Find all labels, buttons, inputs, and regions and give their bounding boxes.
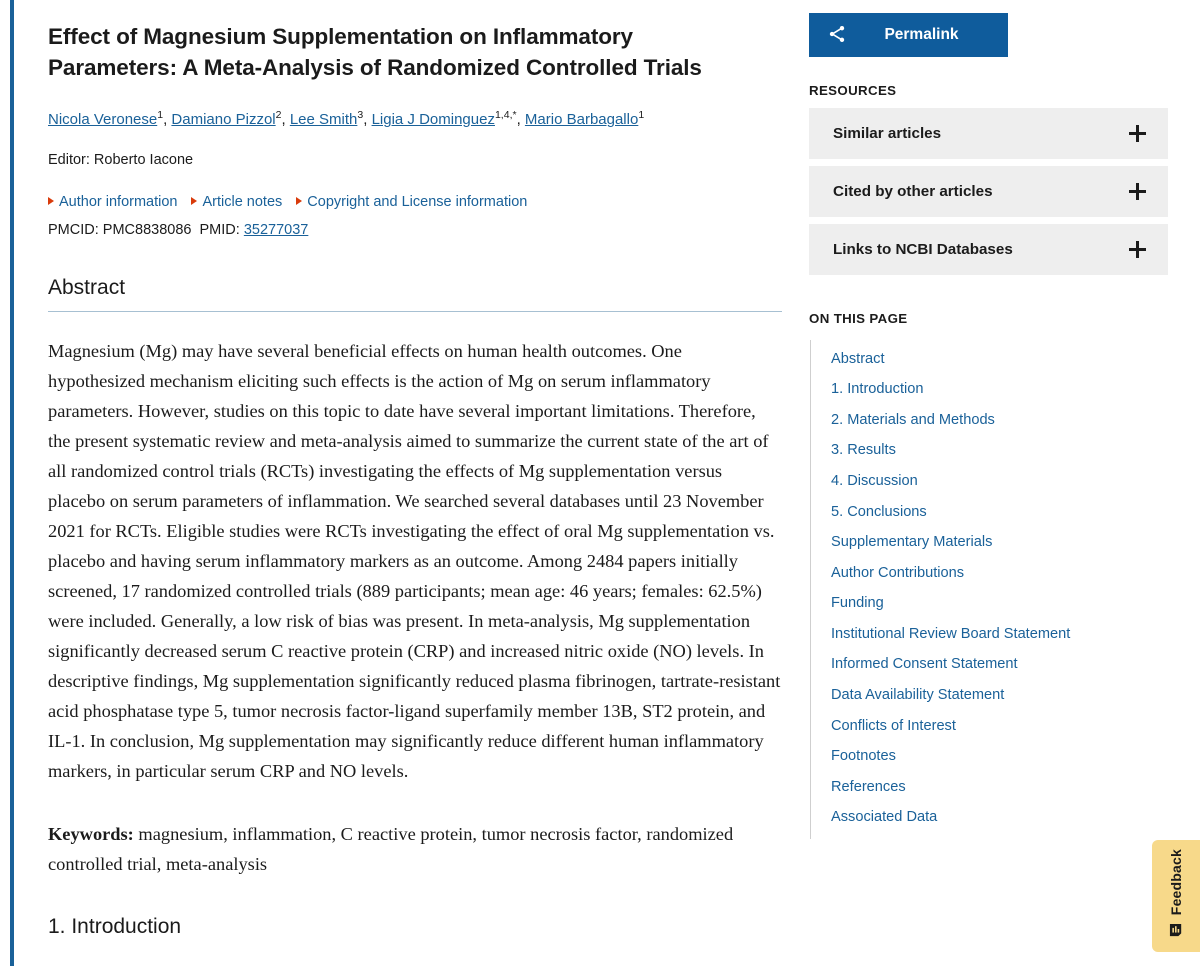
plus-icon[interactable]: [1129, 183, 1146, 200]
accordion-links-to-ncbi-databases[interactable]: [809, 224, 1168, 275]
keywords-value: magnesium, inflammation, C reactive protein, tumor necrosis factor, randomized controlled trial, meta-analysis: [48, 823, 734, 874]
accordion-label: Cited by other articles: [833, 183, 993, 200]
author-link[interactable]: Mario Barbagallo: [524, 111, 639, 129]
keywords-label: Keywords:: [48, 823, 134, 844]
author-affiliation-sup: 3: [357, 109, 364, 122]
chart-icon: [1169, 923, 1184, 943]
pmcid-value: PMC8838086: [102, 221, 192, 238]
on-this-page-nav: [810, 340, 1168, 839]
toc-item-institutional-review-board-statement[interactable]: Institutional Review Board Statement: [831, 625, 1071, 642]
triangle-right-icon: [48, 197, 54, 205]
author-link[interactable]: Nicola Veronese: [48, 111, 158, 129]
pmcid-label: PMCID:: [48, 221, 99, 238]
toc-item-footnotes[interactable]: Footnotes: [831, 748, 896, 765]
introduction-heading: 1. Introduction: [48, 914, 182, 938]
toc-item-results[interactable]: 3. Results: [831, 442, 896, 459]
author-affiliation-sup: 1,4,*: [494, 109, 517, 122]
feedback-label: Feedback: [1168, 848, 1184, 916]
copyright-license-link[interactable]: Copyright and License information: [296, 194, 527, 210]
toc-item-funding[interactable]: Funding: [831, 595, 884, 612]
toc-item-references[interactable]: References: [831, 778, 906, 795]
author-link[interactable]: Damiano Pizzol: [171, 111, 276, 129]
toc-item-data-availability-statement[interactable]: Data Availability Statement: [831, 686, 1005, 703]
page-title: Effect of Magnesium Supplementation on Inflammatory Parameters: A Meta-Analysis of Randomized Controlled Trials: [48, 24, 702, 80]
toc-item-conflicts-of-interest[interactable]: Conflicts of Interest: [831, 717, 956, 734]
toc-item-materials-and-methods[interactable]: 2. Materials and Methods: [831, 411, 995, 428]
accordion-cited-by-other-articles[interactable]: [809, 166, 1168, 217]
author-affiliation-sup: 2: [275, 109, 282, 122]
accordion-label: Similar articles: [833, 125, 942, 142]
on-this-page-heading: ON THIS PAGE: [809, 311, 908, 326]
pmid-label: PMID:: [199, 221, 240, 238]
author-link[interactable]: Ligia J Dominguez: [371, 111, 495, 129]
toc-item-conclusions[interactable]: 5. Conclusions: [831, 503, 927, 520]
identifier-line: [48, 222, 782, 238]
editor-line: Editor: Roberto Iacone: [48, 151, 194, 168]
article-notes-link[interactable]: Article notes: [191, 194, 282, 210]
sidebar: [800, 0, 1200, 966]
pmid-link[interactable]: 35277037: [243, 221, 309, 238]
toc-item-introduction[interactable]: 1. Introduction: [831, 381, 924, 398]
share-icon: [827, 24, 847, 47]
toc-item-supplementary-materials[interactable]: Supplementary Materials: [831, 534, 993, 551]
left-edge-rule: [10, 0, 14, 966]
triangle-right-icon: [296, 197, 302, 205]
resources-heading: RESOURCES: [809, 83, 897, 98]
author-link[interactable]: Lee Smith: [289, 111, 358, 129]
toc-item-informed-consent-statement[interactable]: Informed Consent Statement: [831, 656, 1018, 673]
resources-accordion: [809, 108, 1168, 275]
accordion-similar-articles[interactable]: [809, 108, 1168, 159]
toc-item-discussion[interactable]: 4. Discussion: [831, 473, 918, 490]
abstract-heading: Abstract: [48, 276, 782, 312]
triangle-right-icon: [191, 197, 197, 205]
author-affiliation-sup: 1: [638, 109, 645, 122]
plus-icon[interactable]: [1129, 241, 1146, 258]
keywords-line: [48, 819, 782, 879]
permalink-button[interactable]: [809, 13, 1008, 57]
permalink-label: Permalink: [884, 26, 959, 43]
article-meta-links: [48, 194, 782, 210]
author-affiliation-sup: 1: [157, 109, 164, 122]
toc-item-abstract[interactable]: Abstract: [831, 350, 885, 367]
author-information-link[interactable]: Author information: [48, 194, 177, 210]
author-list: Nicola Veronese$^1$, Damiano Pizzol$^2$, Lee Smith$^3$, Ligia J Dominguez$^{1,4,*}$, Mario Barbagallo$^1$: [48, 109, 645, 129]
plus-icon[interactable]: [1129, 125, 1146, 142]
accordion-label: Links to NCBI Databases: [833, 241, 1013, 258]
toc-item-associated-data[interactable]: Associated Data: [831, 809, 938, 826]
abstract-text: Magnesium (Mg) may have several beneficial effects on human health outcomes. One hypothesized mechanism eliciting such effects is the action of Mg on serum inflammatory parameters. However, studies on this topic to date have several important limitations. Therefore, the present systematic review and meta-analysis aimed to summarize the current state of the art of all randomized control trials (RCTs) investigating the effects of Mg supplementation versus placebo on serum parameters of inflammation. We searched several databases until 23 November 2021 for RCTs. Eligible studies were RCTs investigating the effect of oral Mg supplementation vs. placebo and having serum inflammatory markers as an outcome. Among 2484 papers initially screened, 17 randomized controlled trials (889 participants; mean age: 46 years; females: 62.5%) were included. Generally, a low risk of bias was present. In meta-analysis, Mg supplementation significantly decreased serum C reactive protein (CRP) and increased nitric oxide (NO) levels. In descriptive findings, Mg supplementation significantly reduced plasma fibrinogen, tartrate-resistant acid phosphatase type 5, tumor necrosis factor-ligand superfamily member 13B, ST2 protein, and IL-1. In conclusion, Mg supplementation may significantly reduce different human inflammatory markers, in particular serum CRP and NO levels.: [48, 340, 781, 781]
feedback-tab[interactable]: [1152, 840, 1200, 952]
toc-item-author-contributions[interactable]: Author Contributions: [831, 564, 965, 581]
